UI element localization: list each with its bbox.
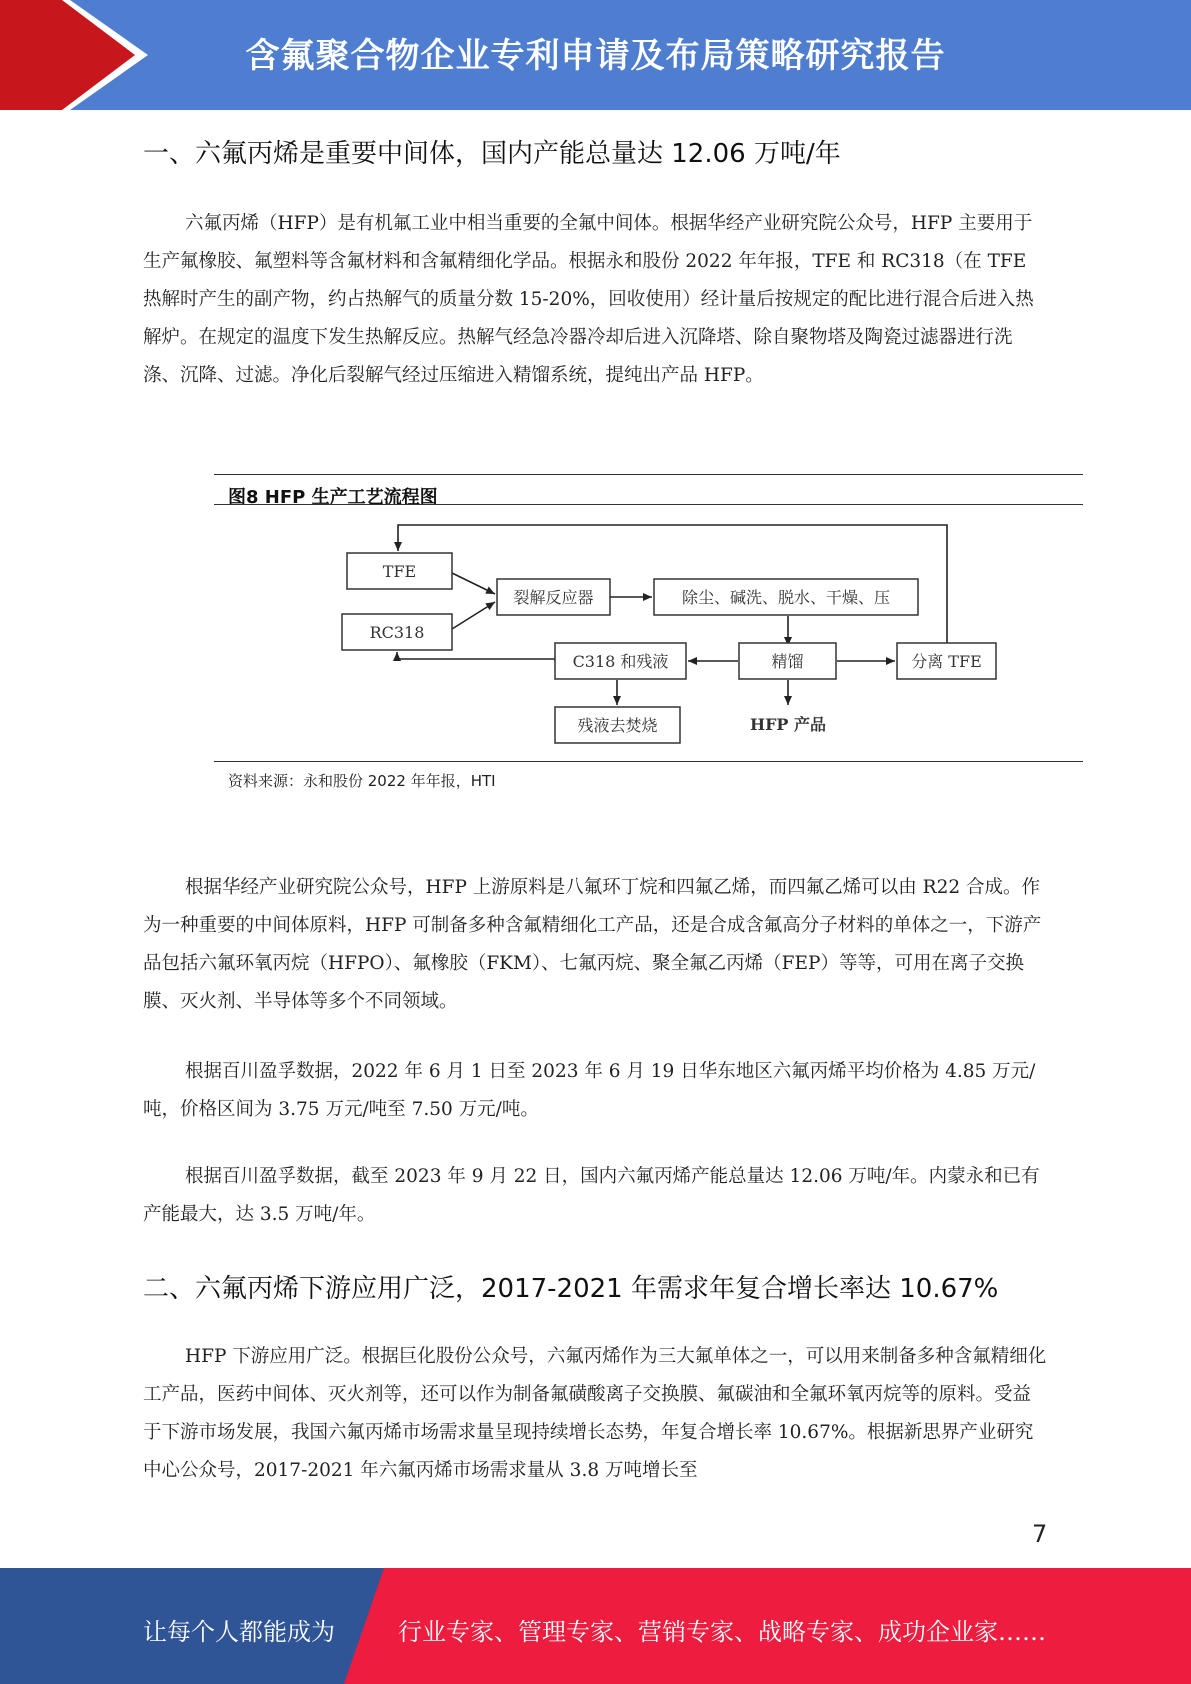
node-c318-label: C318 和残液 — [572, 652, 669, 671]
section-2-paragraph: HFP 下游应用广泛。根据巨化股份公众号，六氟丙烯作为三大氟单体之一，可以用来制备多种含氟精细化工产品，医药中间体、灭火剂等，还可以作为制备氟磺酸离子交换膜、氟碳油和全氟环氧丙烷等的原料。受益于下游市场发展，我国六氟丙烯市场需求量呈现持续增长态势，年复合增长率 10.67%。根据新思界产业研究中心公众号，2017-2021 年六氟丙烯市场需求量从 3.8 万吨增长至 — [143, 1346, 1047, 1481]
node-tfe-label: TFE — [382, 562, 417, 581]
node-incinerate-label: 残液去焚烧 — [577, 716, 658, 735]
paragraph-price: 根据百川盈孚数据，2022 年 6 月 1 日至 2023 年 6 月 19 日华东地区六氟丙烯平均价格为 4.85 万元/吨，价格区间为 3.75 万元/吨至 7.50 万元/吨。 — [143, 1061, 1036, 1120]
edge-c318-to-rc318 — [397, 652, 555, 661]
node-reactor-label: 裂解反应器 — [513, 588, 594, 607]
footer-slogan-left: 让每个人都能成为 — [143, 1618, 335, 1646]
edge-tfe-to-reactor — [452, 573, 495, 594]
section-2-heading: 二、六氟丙烯下游应用广泛，2017-2021 年需求年复合增长率达 10.67% — [143, 1274, 999, 1304]
node-rc318-label: RC318 — [369, 623, 425, 642]
section-1-paragraph: 六氟丙烯（HFP）是有机氟工业中相当重要的全氟中间体。根据华经产业研究院公众号，HFP 主要用于生产氟橡胶、氟塑料等含氟材料和含氟精细化学品。根据永和股份 2022 年年报，TFE 和 RC318（在 TFE 热解时产生的副产物，约占热解气的质量分数 15-20%，回收使用）经计量后按规定的配比进行混合后进入热解炉。在规定的温度下发生热解反应。热解气经急冷器冷却后进入沉降塔、除自聚物塔及陶瓷过滤器进行洗涤、沉降、过滤。净化后裂解气经过压缩进入精馏系统，提纯出产品 HFP。 — [143, 213, 1034, 386]
node-separate-label: 分离 TFE — [911, 652, 982, 671]
figure-source: 资料来源：永和股份 2022 年年报，HTI — [228, 772, 496, 790]
node-distill-label: 精馏 — [771, 652, 804, 671]
node-purify-label: 除尘、碱洗、脱水、干燥、压 — [681, 588, 891, 607]
paragraph-capacity: 根据百川盈孚数据，截至 2023 年 9 月 22 日，国内六氟丙烯产能总量达 12.06 万吨/年。内蒙永和已有产能最大，达 3.5 万吨/年。 — [143, 1166, 1040, 1225]
edge-rc318-to-reactor — [452, 602, 495, 629]
section-1-heading: 一、六氟丙烯是重要中间体，国内产能总量达 12.06 万吨/年 — [143, 139, 841, 169]
report-title: 含氟聚合物企业专利申请及布局策略研究报告 — [245, 36, 946, 76]
figure-title: 图8 HFP 生产工艺流程图 — [228, 487, 438, 508]
node-product-label: HFP 产品 — [749, 715, 827, 734]
figure-bottom-rule — [214, 761, 1083, 762]
hfp-process-flowchart — [0, 0, 1191, 800]
footer-slogan-right: 行业专家、管理专家、营销专家、战略专家、成功企业家…… — [398, 1618, 1046, 1646]
paragraph-upstream: 根据华经产业研究院公众号，HFP 上游原料是八氟环丁烷和四氟乙烯，而四氟乙烯可以由 R22 合成。作为一种重要的中间体原料，HFP 可制备多种含氟精细化工产品，还是合成含氟高分子材料的单体之一，下游产品包括六氟环氧丙烷（HFPO）、氟橡胶（FKM）、七氟丙烷、聚全氟乙丙烯（FEP）等等，可用在离子交换膜、灭火剂、半导体等多个不同领域。 — [143, 877, 1042, 1012]
page-number: 7 — [1032, 1520, 1048, 1548]
